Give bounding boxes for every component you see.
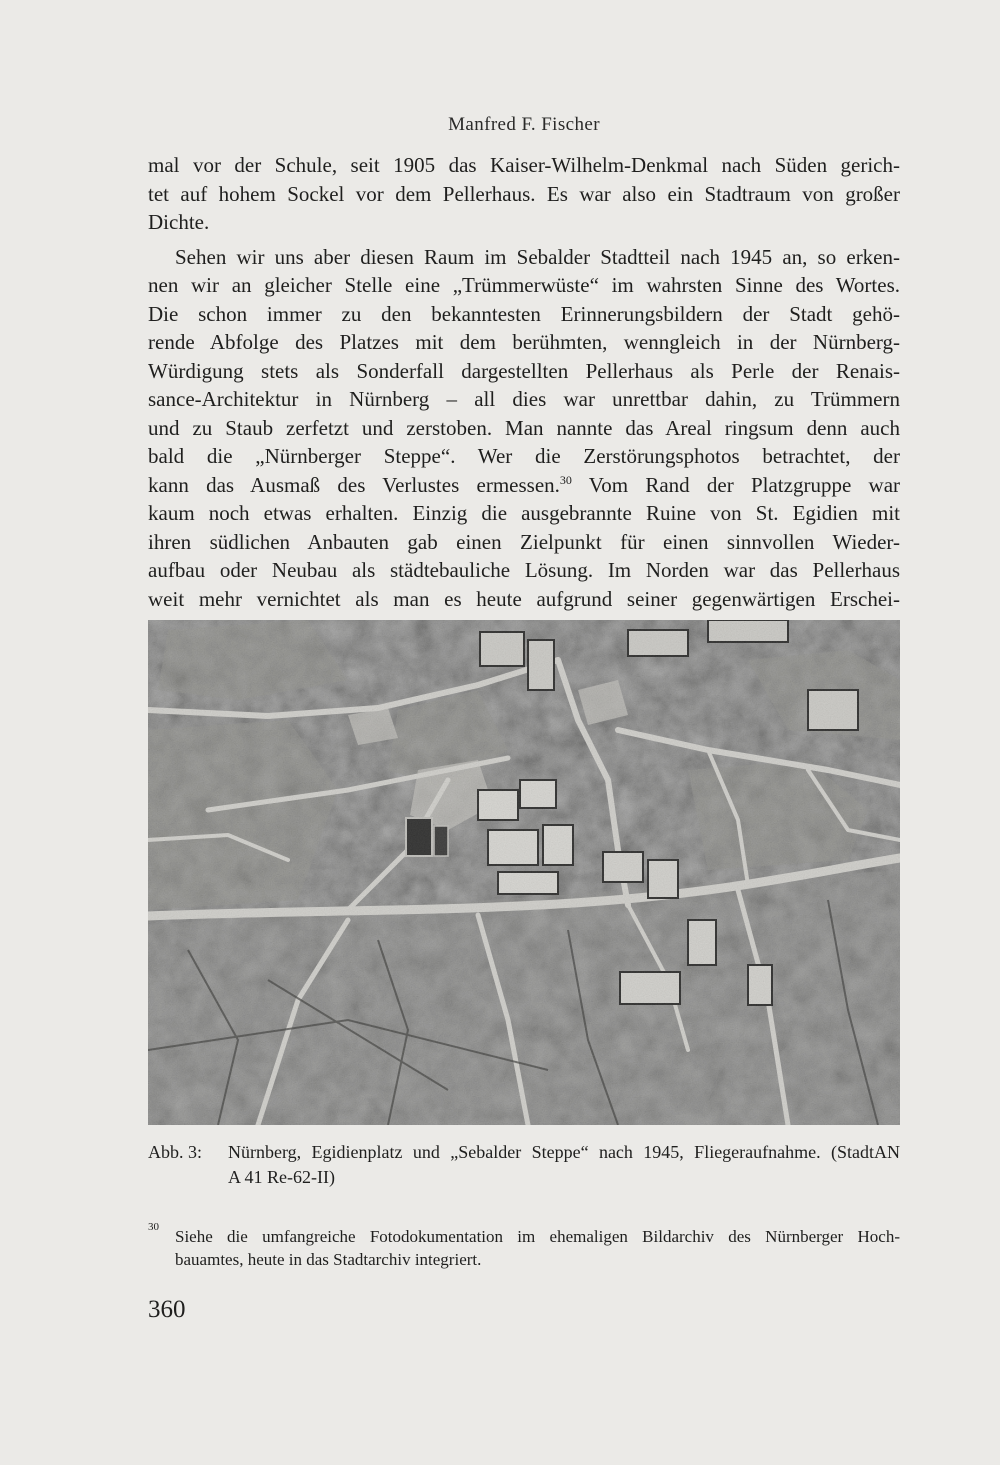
- caption-line: A 41 Re-62-II): [228, 1167, 335, 1187]
- text-line: rende Abfolge des Platzes mit dem berühmten, wenngleich in der Nürnberg-: [148, 330, 900, 354]
- paragraph: [148, 243, 900, 614]
- text-line: sance-Architektur in Nürnberg – all dies war unrettbar dahin, zu Trümmern: [148, 387, 900, 411]
- text-line: kaum noch etwas erhalten. Einzig die ausgebrannte Ruine von St. Egidien mit: [148, 501, 900, 525]
- footnote-reference: 30: [559, 472, 572, 487]
- figure-caption: [148, 1140, 900, 1190]
- page-number: 360: [148, 1296, 186, 1323]
- aerial-photo-image: [148, 620, 900, 1125]
- aerial-photo: [148, 620, 900, 1125]
- photo-grain: [148, 620, 900, 1125]
- figure-label: Abb. 3:: [148, 1142, 202, 1162]
- running-header: Manfred F. Fischer: [448, 114, 600, 135]
- body-text: [148, 151, 900, 613]
- text-line: nen wir an gleicher Stelle eine „Trümmerwüste“ im wahrsten Sinne des Wortes.: [148, 273, 900, 297]
- footnote: [148, 1221, 900, 1273]
- caption-line: Nürnberg, Egidienplatz und „Sebalder Steppe“ nach 1945, Fliegeraufnahme. (StadtAN: [228, 1142, 900, 1162]
- text-line: Sehen wir uns aber diesen Raum im Sebalder Stadtteil nach 1945 an, so erken-: [175, 244, 900, 269]
- caption-text: [228, 1140, 900, 1190]
- text-line: und zu Staub zerfetzt und zerstoben. Man nannte das Areal ringsum denn auch: [148, 415, 900, 440]
- text-line: aufbau oder Neubau als städtebauliche Lösung. Im Norden war das Pellerhaus: [148, 558, 900, 582]
- text-line: [148, 471, 900, 500]
- text-line: Würdigung stets als Sonderfall dargestellten Pellerhaus als Perle der Renais-: [148, 358, 900, 383]
- text-line: mal vor der Schule, seit 1905 das Kaiser-Wilhelm-Denkmal nach Süden gerich-: [148, 153, 900, 177]
- text-line: Die schon immer zu den bekanntesten Erinnerungsbildern der Stadt gehö-: [148, 301, 900, 326]
- text-line: weit mehr vernichtet als man es heute aufgrund seiner gegenwärtigen Erschei-: [148, 586, 900, 611]
- text-segment: Vom Rand der Platzgruppe war: [571, 472, 901, 497]
- text-line: ihren südlichen Anbauten gab einen Zielpunkt für einen sinnvollen Wieder-: [148, 529, 900, 554]
- footnote-line: bauamtes, heute in das Stadtarchiv integriert.: [175, 1250, 482, 1269]
- paragraph: [148, 151, 900, 237]
- footnote-line: Siehe die umfangreiche Fotodokumentation im ehemaligen Bildarchiv des Nürnberger Hoch-: [175, 1227, 900, 1246]
- text-segment: kann das Ausmaß des Verlustes ermessen.: [148, 472, 560, 497]
- footnote-text: [175, 1225, 900, 1271]
- text-line: tet auf hohem Sockel vor dem Pellerhaus. Es war also ein Stadtraum von großer: [148, 181, 900, 206]
- footnote-number: 30: [148, 1221, 159, 1233]
- text-line: Dichte.: [148, 210, 210, 234]
- text-line: bald die „Nürnberger Steppe“. Wer die Zerstörungsphotos betrachtet, der: [148, 444, 900, 468]
